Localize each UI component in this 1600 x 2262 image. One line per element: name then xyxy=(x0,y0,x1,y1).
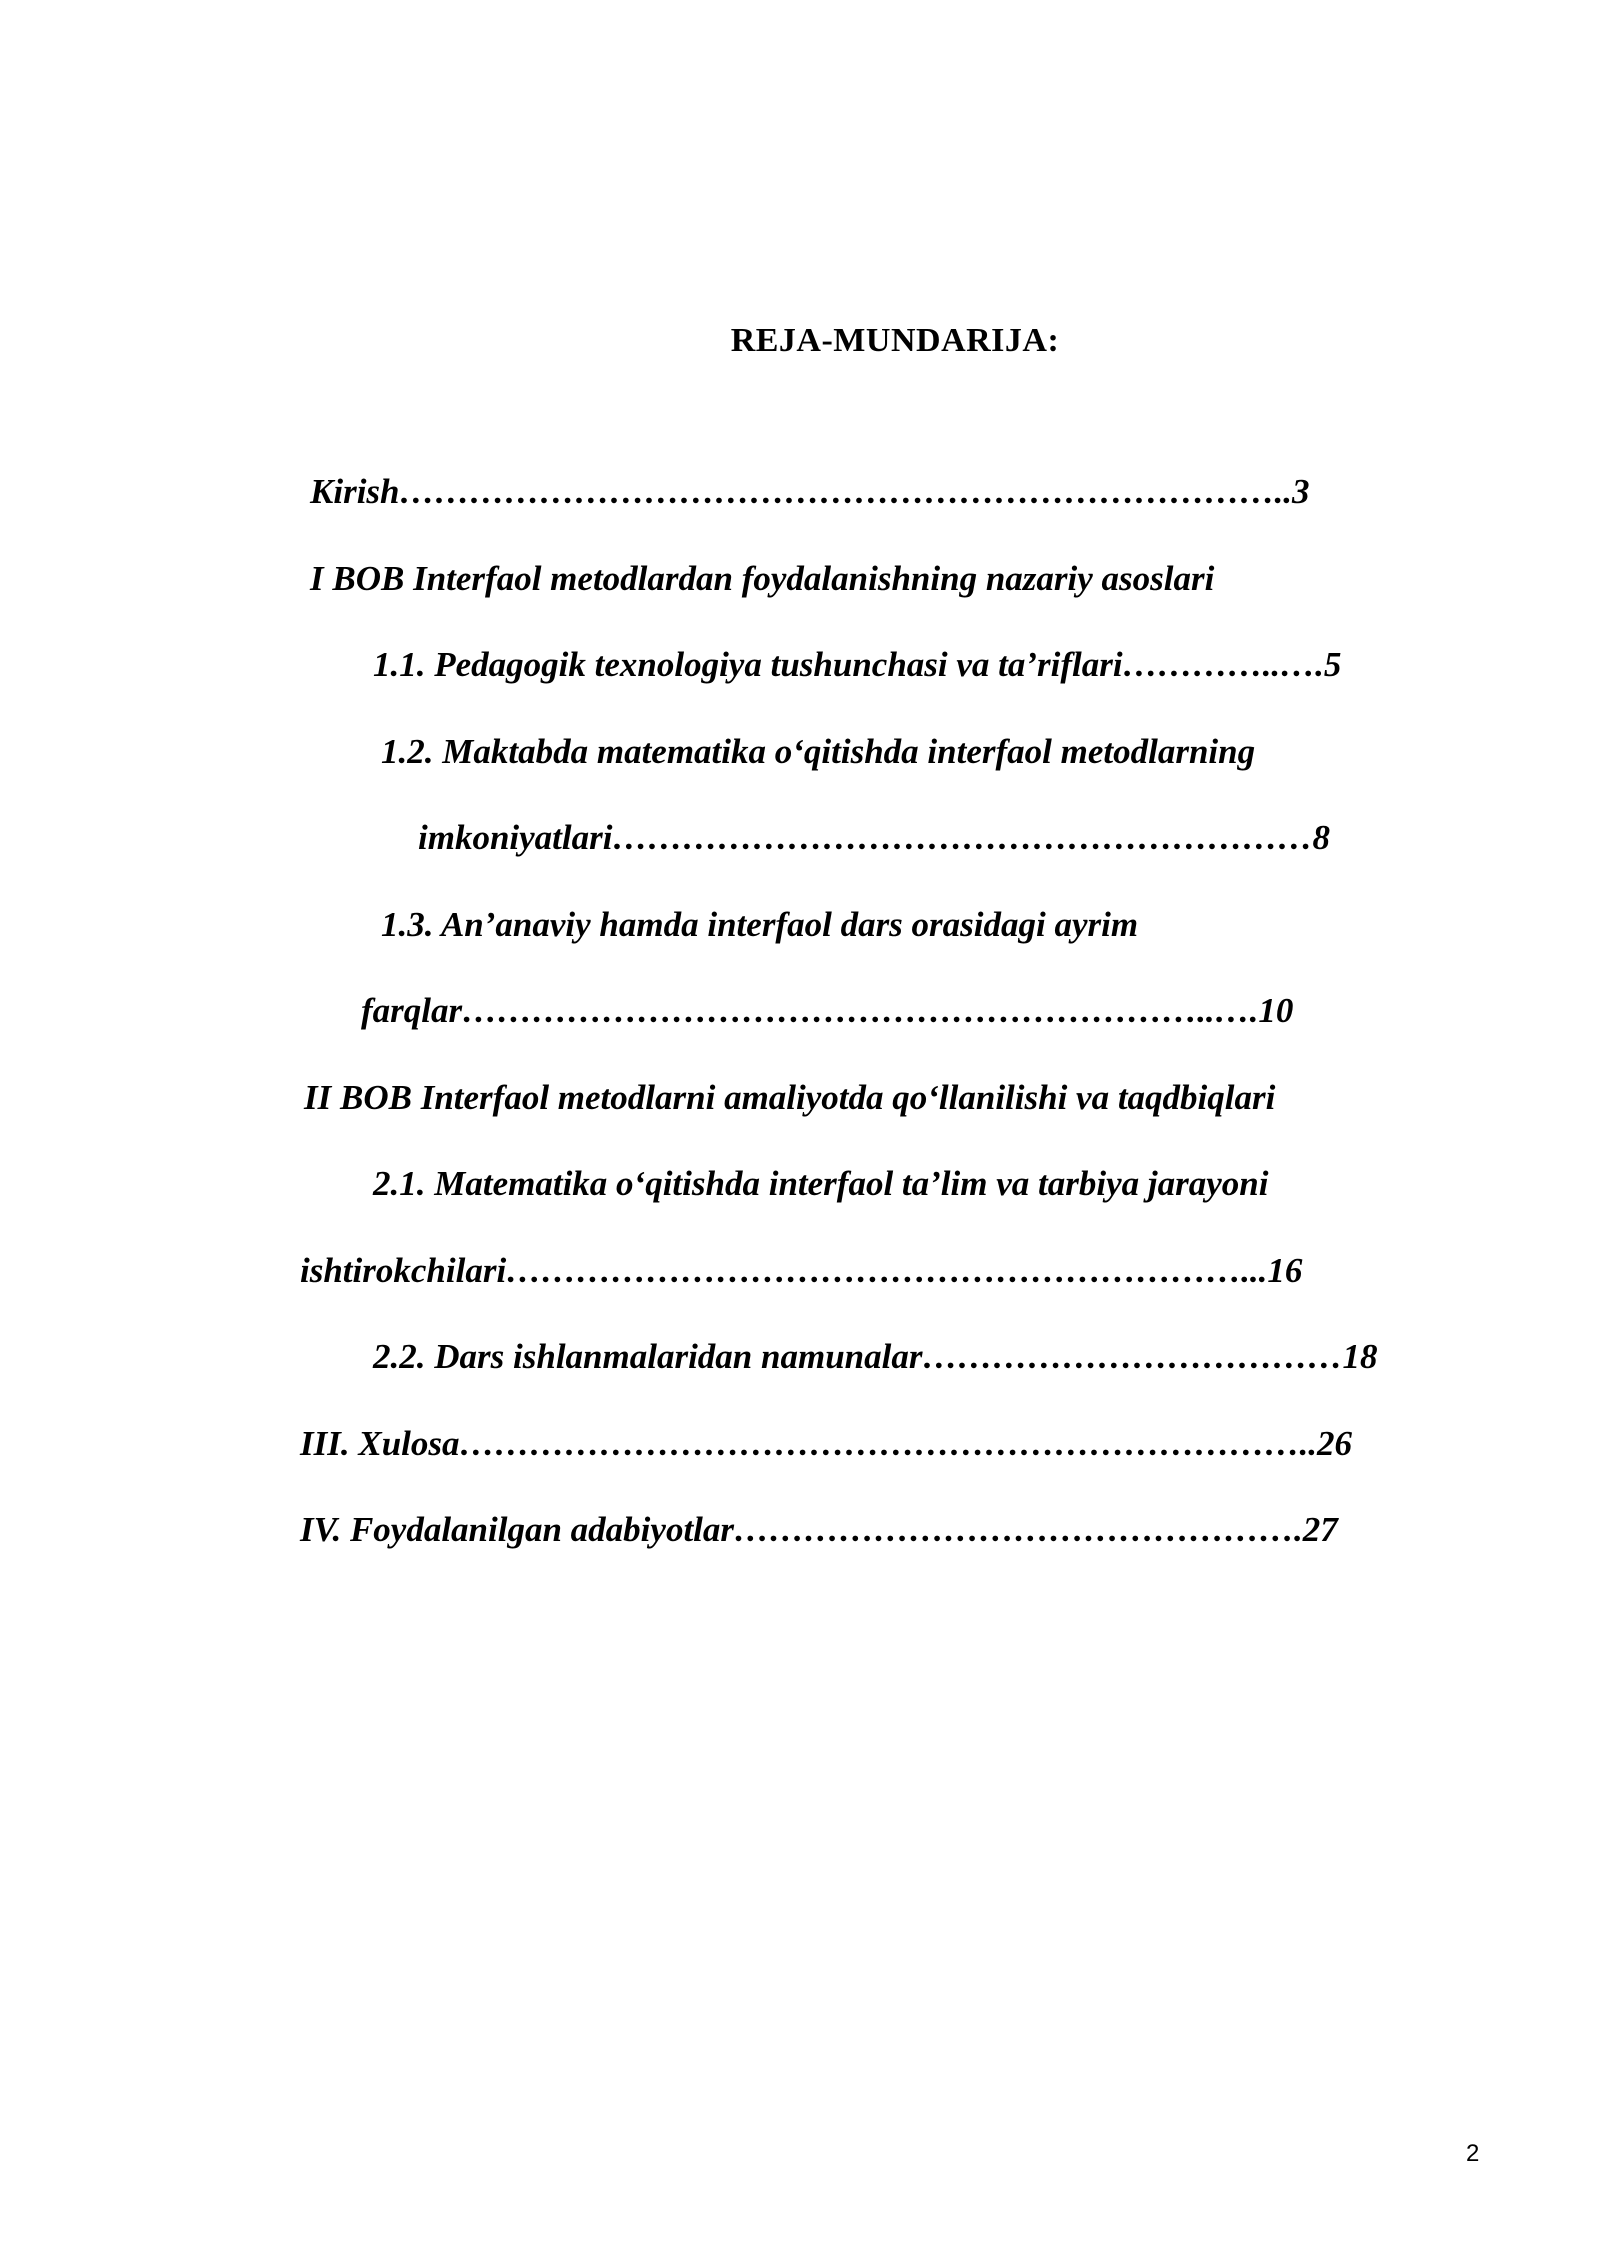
toc-section-1-2: 1.2. Maktabda matematika o‘qitishda interfaol metodlarning xyxy=(381,732,1256,771)
toc-section-1-1: 1.1. Pedagogik texnologiya tushunchasi va ta’riflari…………..….5 xyxy=(373,645,1342,684)
toc-chapter-1: I BOB Interfaol metodlardan foydalanishning nazariy asoslari xyxy=(310,559,1215,598)
toc-entry-adabiyotlar: IV. Foydalanilgan adabiyotlar………………………………………….27 xyxy=(300,1510,1338,1549)
toc-section-1-3-cont: farqlar………………………………………………………..….10 xyxy=(361,991,1294,1030)
toc-section-1-3: 1.3. An’anaviy hamda interfaol dars orasidagi ayrim xyxy=(381,905,1139,944)
toc-section-1-2-cont: imkoniyatlari……………………………………………………8 xyxy=(418,818,1330,857)
toc-section-2-1-cont: ishtirokchilari………………………………………………………...16 xyxy=(300,1251,1303,1290)
page-number: 2 xyxy=(1466,2140,1480,2167)
toc-section-2-2: 2.2. Dars ishlanmalaridan namunalar………………………………18 xyxy=(373,1337,1378,1376)
toc-entry-kirish: Kirish…………………………………………………………………..3 xyxy=(310,472,1310,511)
toc-chapter-2: II BOB Interfaol metodlarni amaliyotda qo‘llanilishi va taqdbiqlari xyxy=(304,1078,1276,1117)
toc-entry-xulosa: III. Xulosa………………………………………………………………..26 xyxy=(300,1424,1353,1463)
page-title: REJA-MUNDARIJA: xyxy=(730,322,1060,359)
toc-section-2-1: 2.1. Matematika o‘qitishda interfaol ta’lim va tarbiya jarayoni xyxy=(373,1164,1269,1203)
